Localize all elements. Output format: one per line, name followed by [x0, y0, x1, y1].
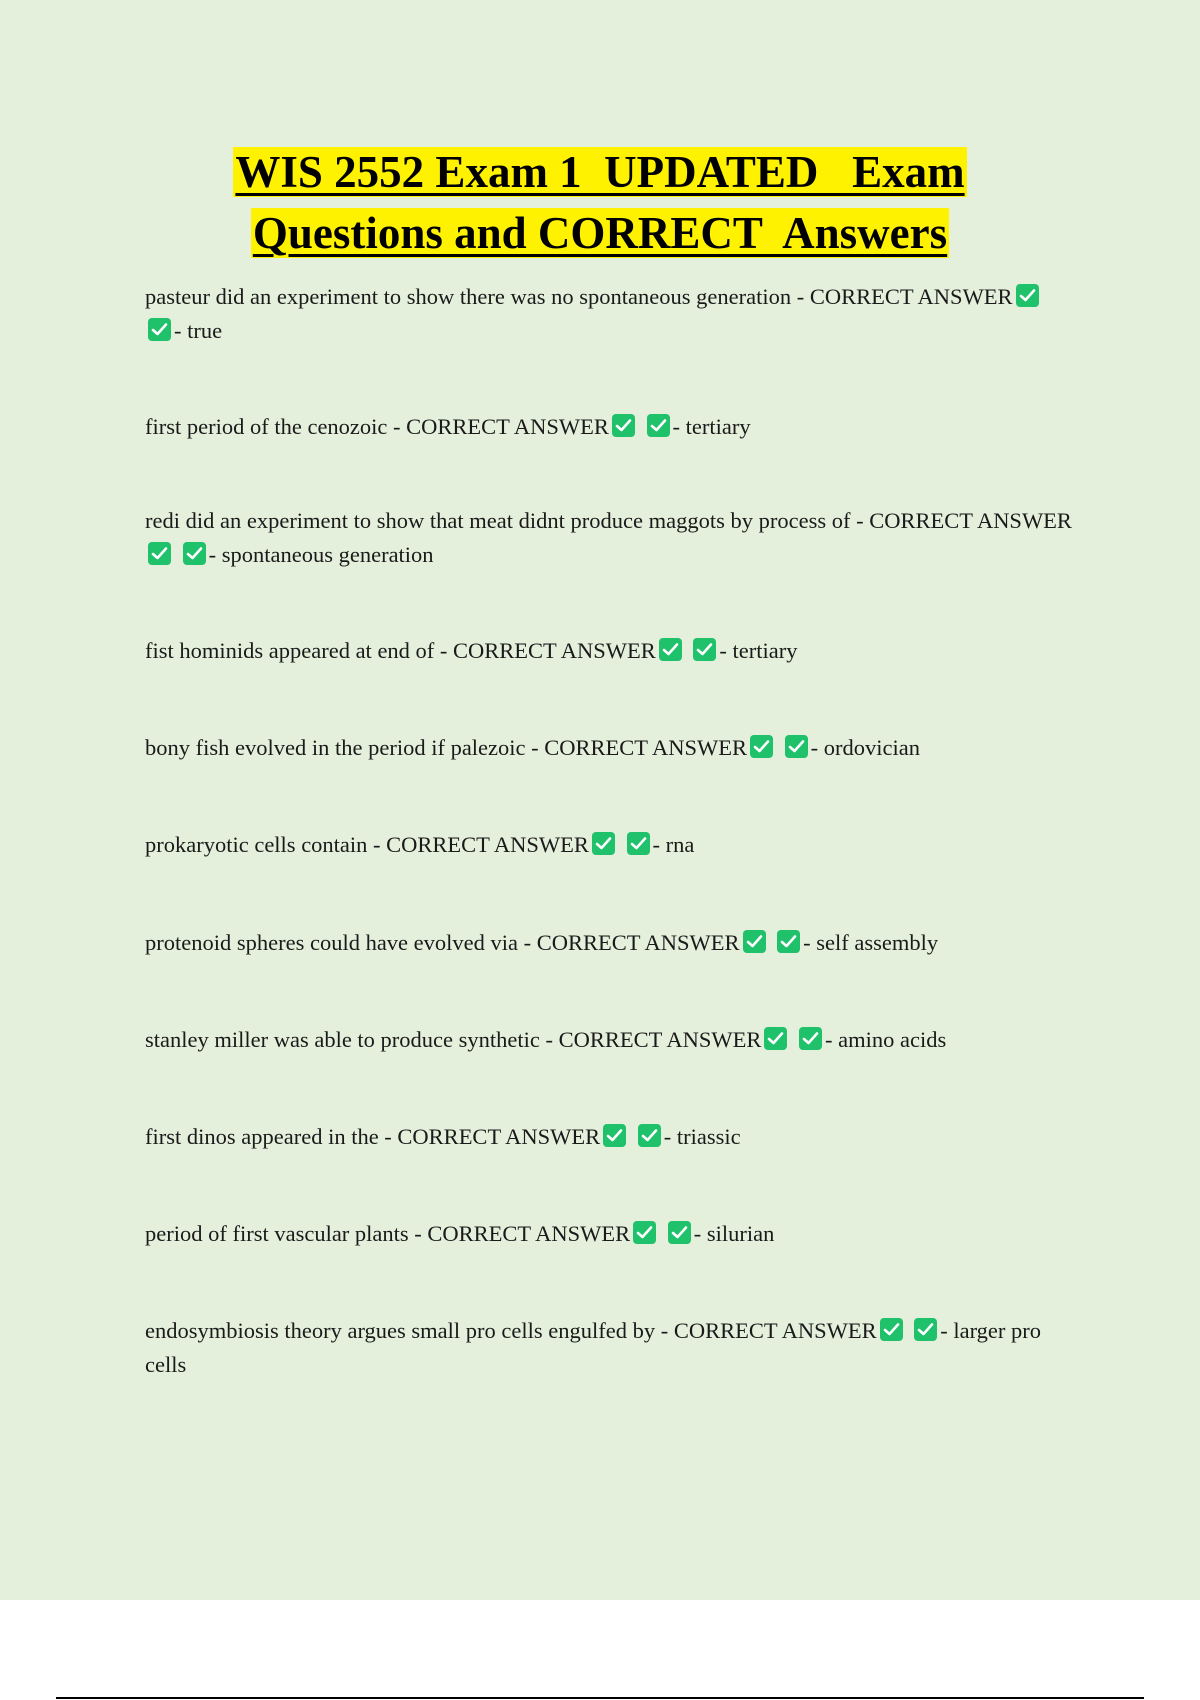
check-mark-button-icon — [693, 638, 716, 661]
check-mark-button-icon — [914, 1318, 937, 1341]
question-text: prokaryotic cells contain - CORRECT ANSWER — [145, 832, 589, 857]
answer-text: - true — [174, 318, 223, 343]
qa-item — [145, 504, 1075, 572]
title-line-2: Questions and CORRECT Answers — [252, 208, 948, 258]
answer-text: - tertiary — [672, 414, 751, 439]
qa-item — [145, 1217, 1075, 1251]
check-mark-button-icon — [1016, 284, 1039, 307]
check-mark-button-icon — [743, 930, 766, 953]
check-mark-button-icon — [647, 414, 670, 437]
check-mark-button-icon — [880, 1318, 903, 1341]
check-mark-button-icon — [627, 832, 650, 855]
answer-text: - triassic — [663, 1124, 741, 1149]
answer-text: - larger pro cells — [145, 1318, 1042, 1377]
check-mark-button-icon — [633, 1221, 656, 1244]
check-mark-button-icon — [777, 930, 800, 953]
qa-item — [145, 926, 1075, 960]
answer-text: - tertiary — [719, 638, 798, 663]
check-mark-button-icon — [592, 832, 615, 855]
check-mark-button-icon — [638, 1124, 661, 1147]
question-text: pasteur did an experiment to show there was no spontaneous generation - CORRECT ANSWER — [145, 284, 1013, 309]
question-text: redi did an experiment to show that meat didnt produce maggots by process of - CORRECT ANSWER — [145, 508, 1072, 533]
check-mark-button-icon — [148, 318, 171, 341]
question-text: first period of the cenozoic - CORRECT ANSWER — [145, 414, 609, 439]
document-title — [0, 142, 1200, 264]
check-mark-button-icon — [612, 414, 635, 437]
check-mark-button-icon — [799, 1027, 822, 1050]
question-text: fist hominids appeared at end of - CORRECT ANSWER — [145, 638, 656, 663]
question-text: period of first vascular plants - CORRECT ANSWER — [145, 1221, 631, 1246]
footer-rule — [56, 1697, 1144, 1699]
check-mark-button-icon — [148, 542, 171, 565]
qa-item — [145, 410, 1075, 444]
answer-text: - self assembly — [803, 930, 939, 955]
answer-text: - spontaneous generation — [208, 542, 434, 567]
answer-text: - rna — [652, 832, 695, 857]
check-mark-button-icon — [750, 735, 773, 758]
qa-item — [145, 1314, 1075, 1382]
title-line-1: WIS 2552 Exam 1 UPDATED Exam — [235, 147, 965, 197]
check-mark-button-icon — [668, 1221, 691, 1244]
qa-item — [145, 280, 1075, 348]
check-mark-button-icon — [764, 1027, 787, 1050]
check-mark-button-icon — [603, 1124, 626, 1147]
check-mark-button-icon — [183, 542, 206, 565]
question-text: first dinos appeared in the - CORRECT ANSWER — [145, 1124, 601, 1149]
qa-item — [145, 1023, 1075, 1057]
qa-item — [145, 634, 1075, 668]
question-text: stanley miller was able to produce synthetic - CORRECT ANSWER — [145, 1027, 762, 1052]
qa-item — [145, 731, 1075, 765]
answer-text: - amino acids — [825, 1027, 947, 1052]
answer-text: - ordovician — [810, 735, 920, 760]
question-text: bony fish evolved in the period if palezoic - CORRECT ANSWER — [145, 735, 747, 760]
qa-item — [145, 828, 1075, 862]
answer-text: - silurian — [693, 1221, 775, 1246]
check-mark-button-icon — [659, 638, 682, 661]
question-text: endosymbiosis theory argues small pro cells engulfed by - CORRECT ANSWER — [145, 1318, 877, 1343]
question-text: protenoid spheres could have evolved via - CORRECT ANSWER — [145, 930, 740, 955]
check-mark-button-icon — [785, 735, 808, 758]
qa-item — [145, 1120, 1075, 1154]
